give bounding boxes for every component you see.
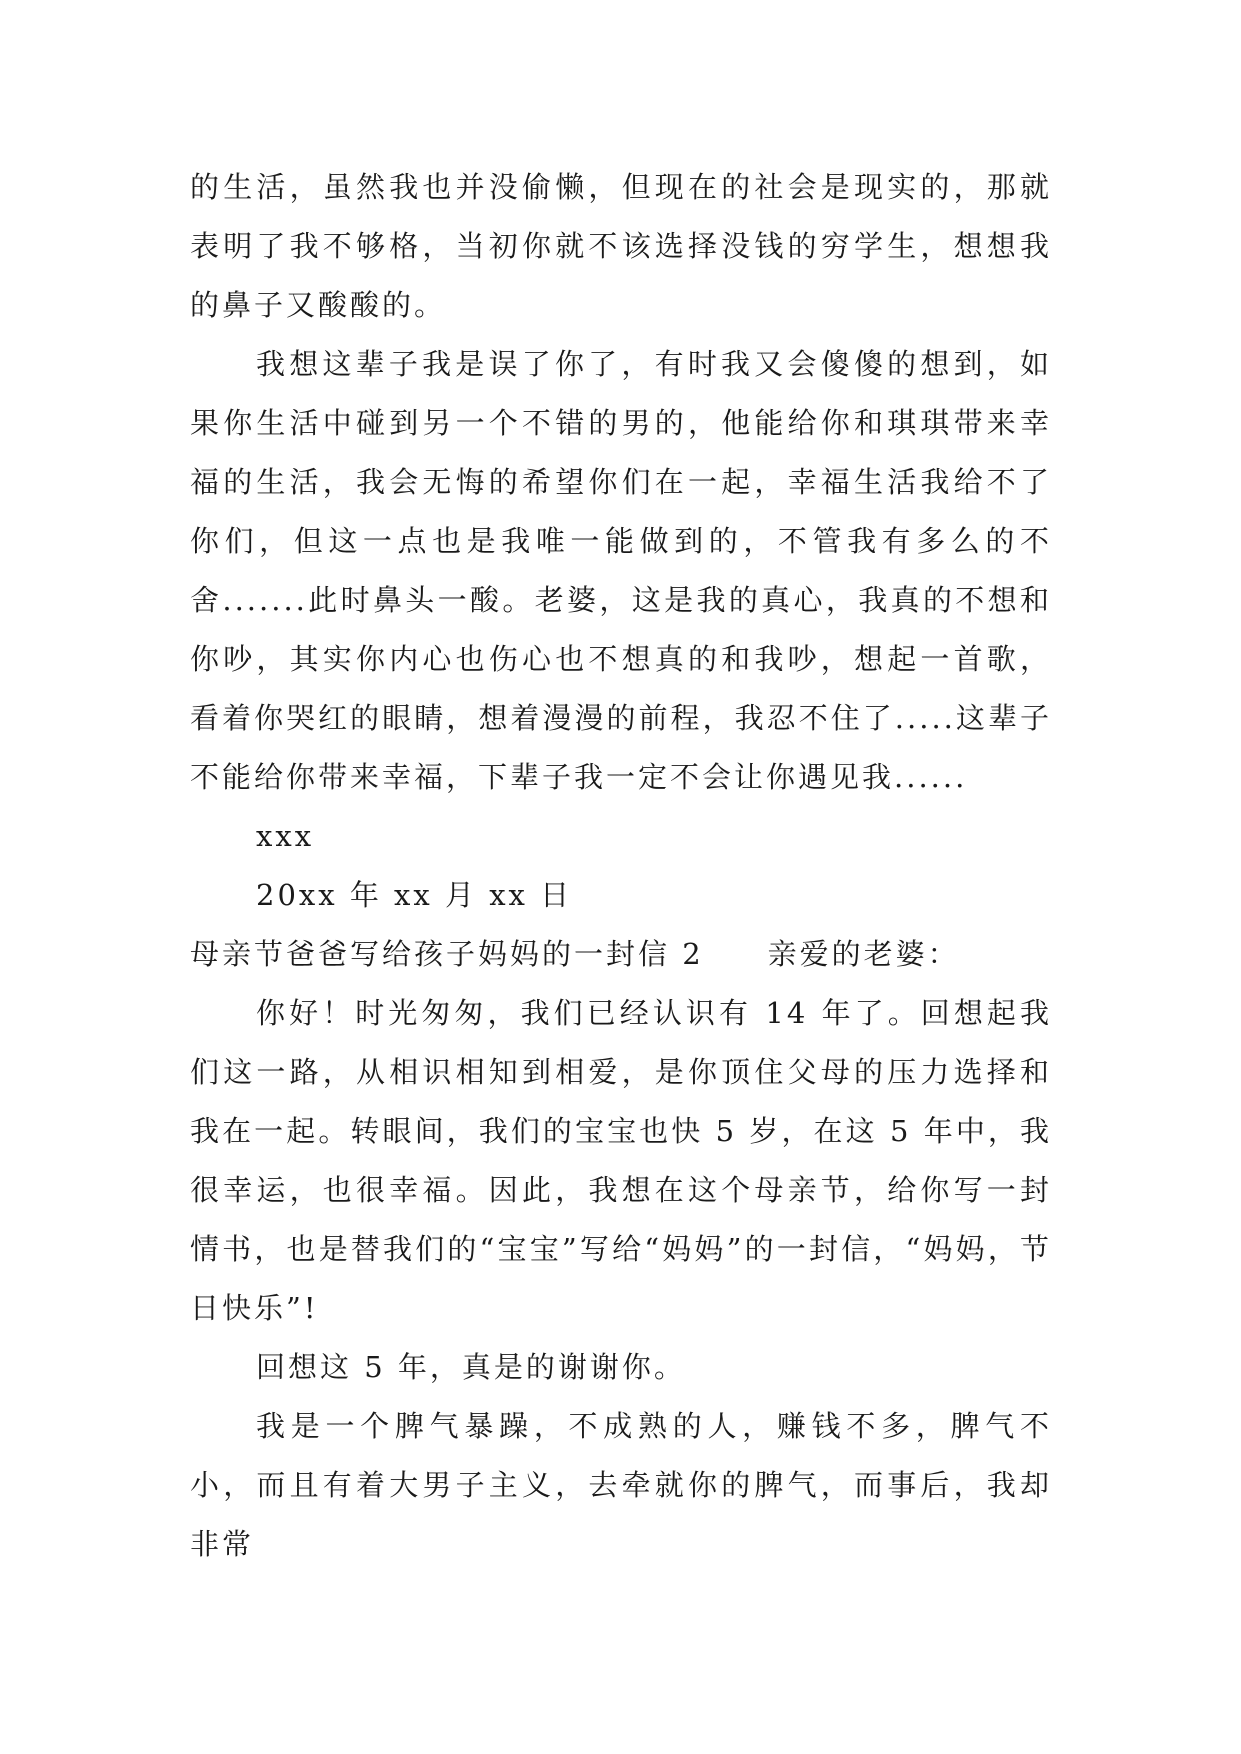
letter-title-and-salutation: 母亲节爸爸写给孩子妈妈的一封信 2 亲爱的老婆： xyxy=(190,937,960,971)
paragraph-regret: 我想这辈子我是误了你了，有时我又会傻傻的想到，如果你生活中碰到另一个不错的男的，他能给你和琪琪带来幸福的生活，我会无悔的希望你们在一起，幸福生活我给不了你们，但这一点也是我唯一能做到的，不管我有多么的不舍.......此时鼻头一酸。老婆，这是我的真心，我真的不想和你吵，其实你内心也伤心也不想真的和我吵，想起一首歌，看着你哭红的眼睛，想着漫漫的前程，我忍不住了.....这辈子不能给你带来幸福，下辈子我一定不会让你遇见我...... xyxy=(190,347,1052,794)
signature-date: 20xx 年 xx 月 xx 日 xyxy=(256,878,573,912)
signature-name: xxx xyxy=(256,819,315,853)
paragraph-thanks: 回想这 5 年，真是的谢谢你。 xyxy=(256,1350,686,1384)
paragraph-confession: 我是一个脾气暴躁，不成熟的人，赚钱不多，脾气不小，而且有着大男子主义，去牵就你的脾气，而事后，我却非常 xyxy=(190,1409,1052,1561)
document-body xyxy=(190,158,1052,1574)
paragraph-greeting: 你好！时光匆匆，我们已经认识有 14 年了。回想起我们这一路，从相识相知到相爱，是你顶住父母的压力选择和我在一起。转眼间，我们的宝宝也快 5 岁，在这 5 年中，我很幸运，也很幸福。因此，我想在这个母亲节，给你写一封情书，也是替我们的“宝宝”写给“妈妈”的一封信，“妈妈，节日快乐”! xyxy=(190,996,1052,1325)
paragraph-continuation: 的生活，虽然我也并没偷懒，但现在的社会是现实的，那就表明了我不够格，当初你就不该选择没钱的穷学生，想想我的鼻子又酸酸的。 xyxy=(190,170,1052,322)
